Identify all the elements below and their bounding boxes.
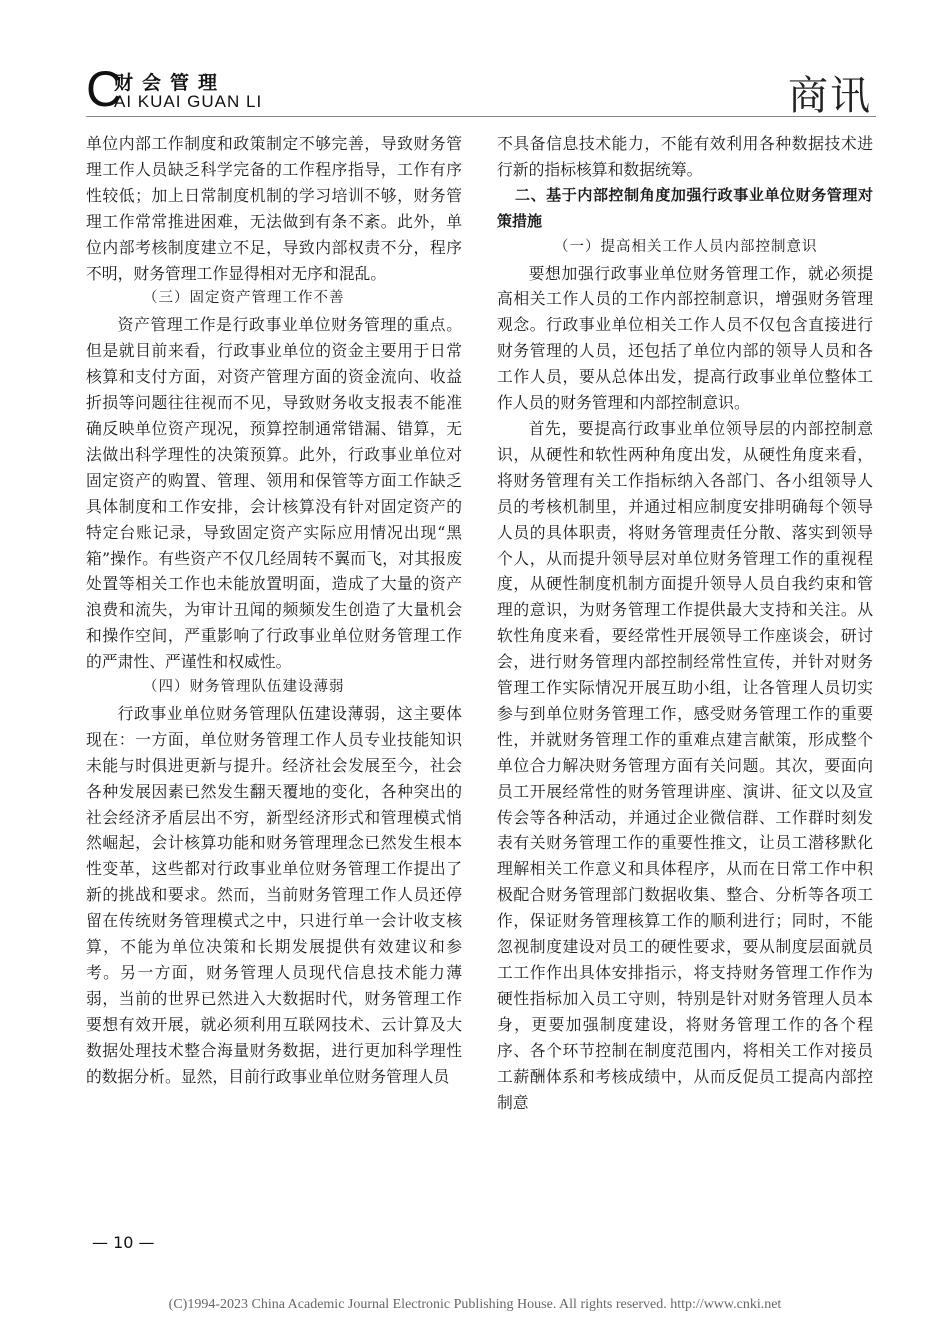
journal-logo-letter: C — [86, 61, 123, 117]
paragraph: 行政事业单位财务管理队伍建设薄弱，这主要体现在：一方面，单位财务管理工作人员专业技能知识未能与时俱进更新与提升。经济社会发展至今，社会各种发展因素已然发生翻天覆地的变化，各种突出的社会经济矛盾层出不穷，新型经济形式和管理模式悄然崛起，会计核算功能和财务管理理念已然发生根本性变革，这些都对行政事业单位财务管理工作提出了新的挑战和要求。然而，当前财务管理工作人员还停留在传统财务管理模式之中，只进行单一会计收支核算，不能为单位决策和长期发展提供有效建议和参考。另一方面，财务管理人员现代信息技术能力薄弱，当前的世界已然进入大数据时代，财务管理工作要想有效开展，就必须利用互联网技术、云计算及大数据处理技术整合海量财务数据，进行更加科学理性的数据分析。显然，目前行政事业单位财务管理人员 — [86, 703, 462, 1086]
left-column — [86, 131, 462, 1090]
journal-header — [86, 60, 876, 119]
header-rule — [86, 116, 876, 117]
copyright-footer: (C)1994-2023 China Academic Journal Electronic Publishing House. All rights reserved. http://www.cnki.net — [168, 1297, 782, 1312]
section-heading: 二、基于内部控制角度加强行政事业单位财务管理对策措施 — [497, 185, 873, 230]
right-column — [497, 131, 873, 1115]
subsection-heading: （一）提高相关工作人员内部控制意识 — [554, 238, 818, 255]
journal-logo-pinyin: AI KUAI GUAN LI — [114, 92, 263, 111]
subsection-heading: （三）固定资产管理工作不善 — [143, 290, 345, 307]
journal-brand: 商讯 — [788, 73, 872, 119]
page-number: — 10 — — [92, 1233, 155, 1252]
paragraph: 单位内部工作制度和政策制定不够完善，导致财务管理工作人员缺乏科学完备的工作程序指导，工作有序性较低；加上日常制度机制的学习培训不够，财务管理工作常常推进困难，无法做到有条不紊。此外，单位内部考核制度建立不足，导致内部权责不分，程序不明，财务管理工作显得相对无序和混乱。 — [86, 134, 462, 283]
paragraph: 首先，要提高行政事业单位领导层的内部控制意识，从硬性和软性两种角度出发，从硬性角度来看，将财务管理有关工作指标纳入各部门、各小组领导人员的考核机制里，并通过相应制度安排明确每个领导人员的具体职责，将财务管理责任分散、落实到领导个人，从而提升领导层对单位财务管理工作的重视程度，从硬性制度机制方面提升领导人员自我约束和管理的意识，为财务管理工作提供最大支持和关注。从软性角度来看，要经常性开展领导工作座谈会，研讨会，进行财务管理内部控制经常性宣传，并针对财务管理工作实际情况开展互助小组，让各管理人员切实参与到单位财务管理工作，感受财务管理工作的重要性，并就财务管理工作的重难点建言献策，形成整个单位合力解决财务管理方面有关问题。其次，要面向员工开展经常性的财务管理讲座、演讲、征文以及宣传会等各种活动，并通过企业微信群、工作群时刻发表有关财务管理工作的重要性推文，让员工潜移默化理解相关工作意义和具体程序，从而在日常工作中积极配合财务管理部门数据收集、整合、分析等各项工作，保证财务管理核算工作的顺利进行；同时，不能忽视制度建设对员工的硬性要求，要从制度层面就员工工作作出具体安排指示，将支持财务管理工作作为硬性指标加入员工守则，特别是针对财务管理人员本身，更要加强制度建设，将财务管理工作的各个程序、各个环节控制在制度范围内，将相关工作对接员工薪酬体系和考核成绩中，从而反促员工提高内部控制意 — [497, 418, 873, 1112]
paragraph: 资产管理工作是行政事业单位财务管理的重点。但是就目前来看，行政事业单位的资金主要用于日常核算和支付方面，对资产管理方面的资金流向、收益折损等问题往往视而不见，导致财务收支报表不能准确反映单位资产现况，预算控制通常错漏、错算，无法做出科学理性的决策预算。此外，行政事业单位对固定资产的购置、管理、领用和保管等方面工作缺乏具体制度和工作安排，会计核算没有针对固定资产的特定台账记录，导致固定资产实际应用情况出现“黑箱”操作。有些资产不仅几经周转不翼而飞，对其报废处置等相关工作也未能放置明面，造成了大量的资产浪费和流失，为审计丑闻的频频发生创造了大量机会和操作空间，严重影响了行政事业单位财务管理工作的严肃性、严谨性和权威性。 — [86, 315, 462, 672]
paragraph: 不具备信息技术能力，不能有效利用各种数据技术进行新的指标核算和数据统筹。 — [497, 134, 873, 179]
journal-logo-title: 财会管理 — [114, 72, 227, 94]
paragraph: 要想加强行政事业单位财务管理工作，就必须提高相关工作人员的工作内部控制意识，增强财务管理观念。行政事业单位相关工作人员不仅包含直接进行财务管理的人员，还包括了单位内部的领导人员和各工作人员，要从总体出发，提高行政事业单位整体工作人员的财务管理和内部控制意识。 — [497, 263, 873, 413]
subsection-heading: （四）财务管理队伍建设薄弱 — [143, 679, 345, 696]
